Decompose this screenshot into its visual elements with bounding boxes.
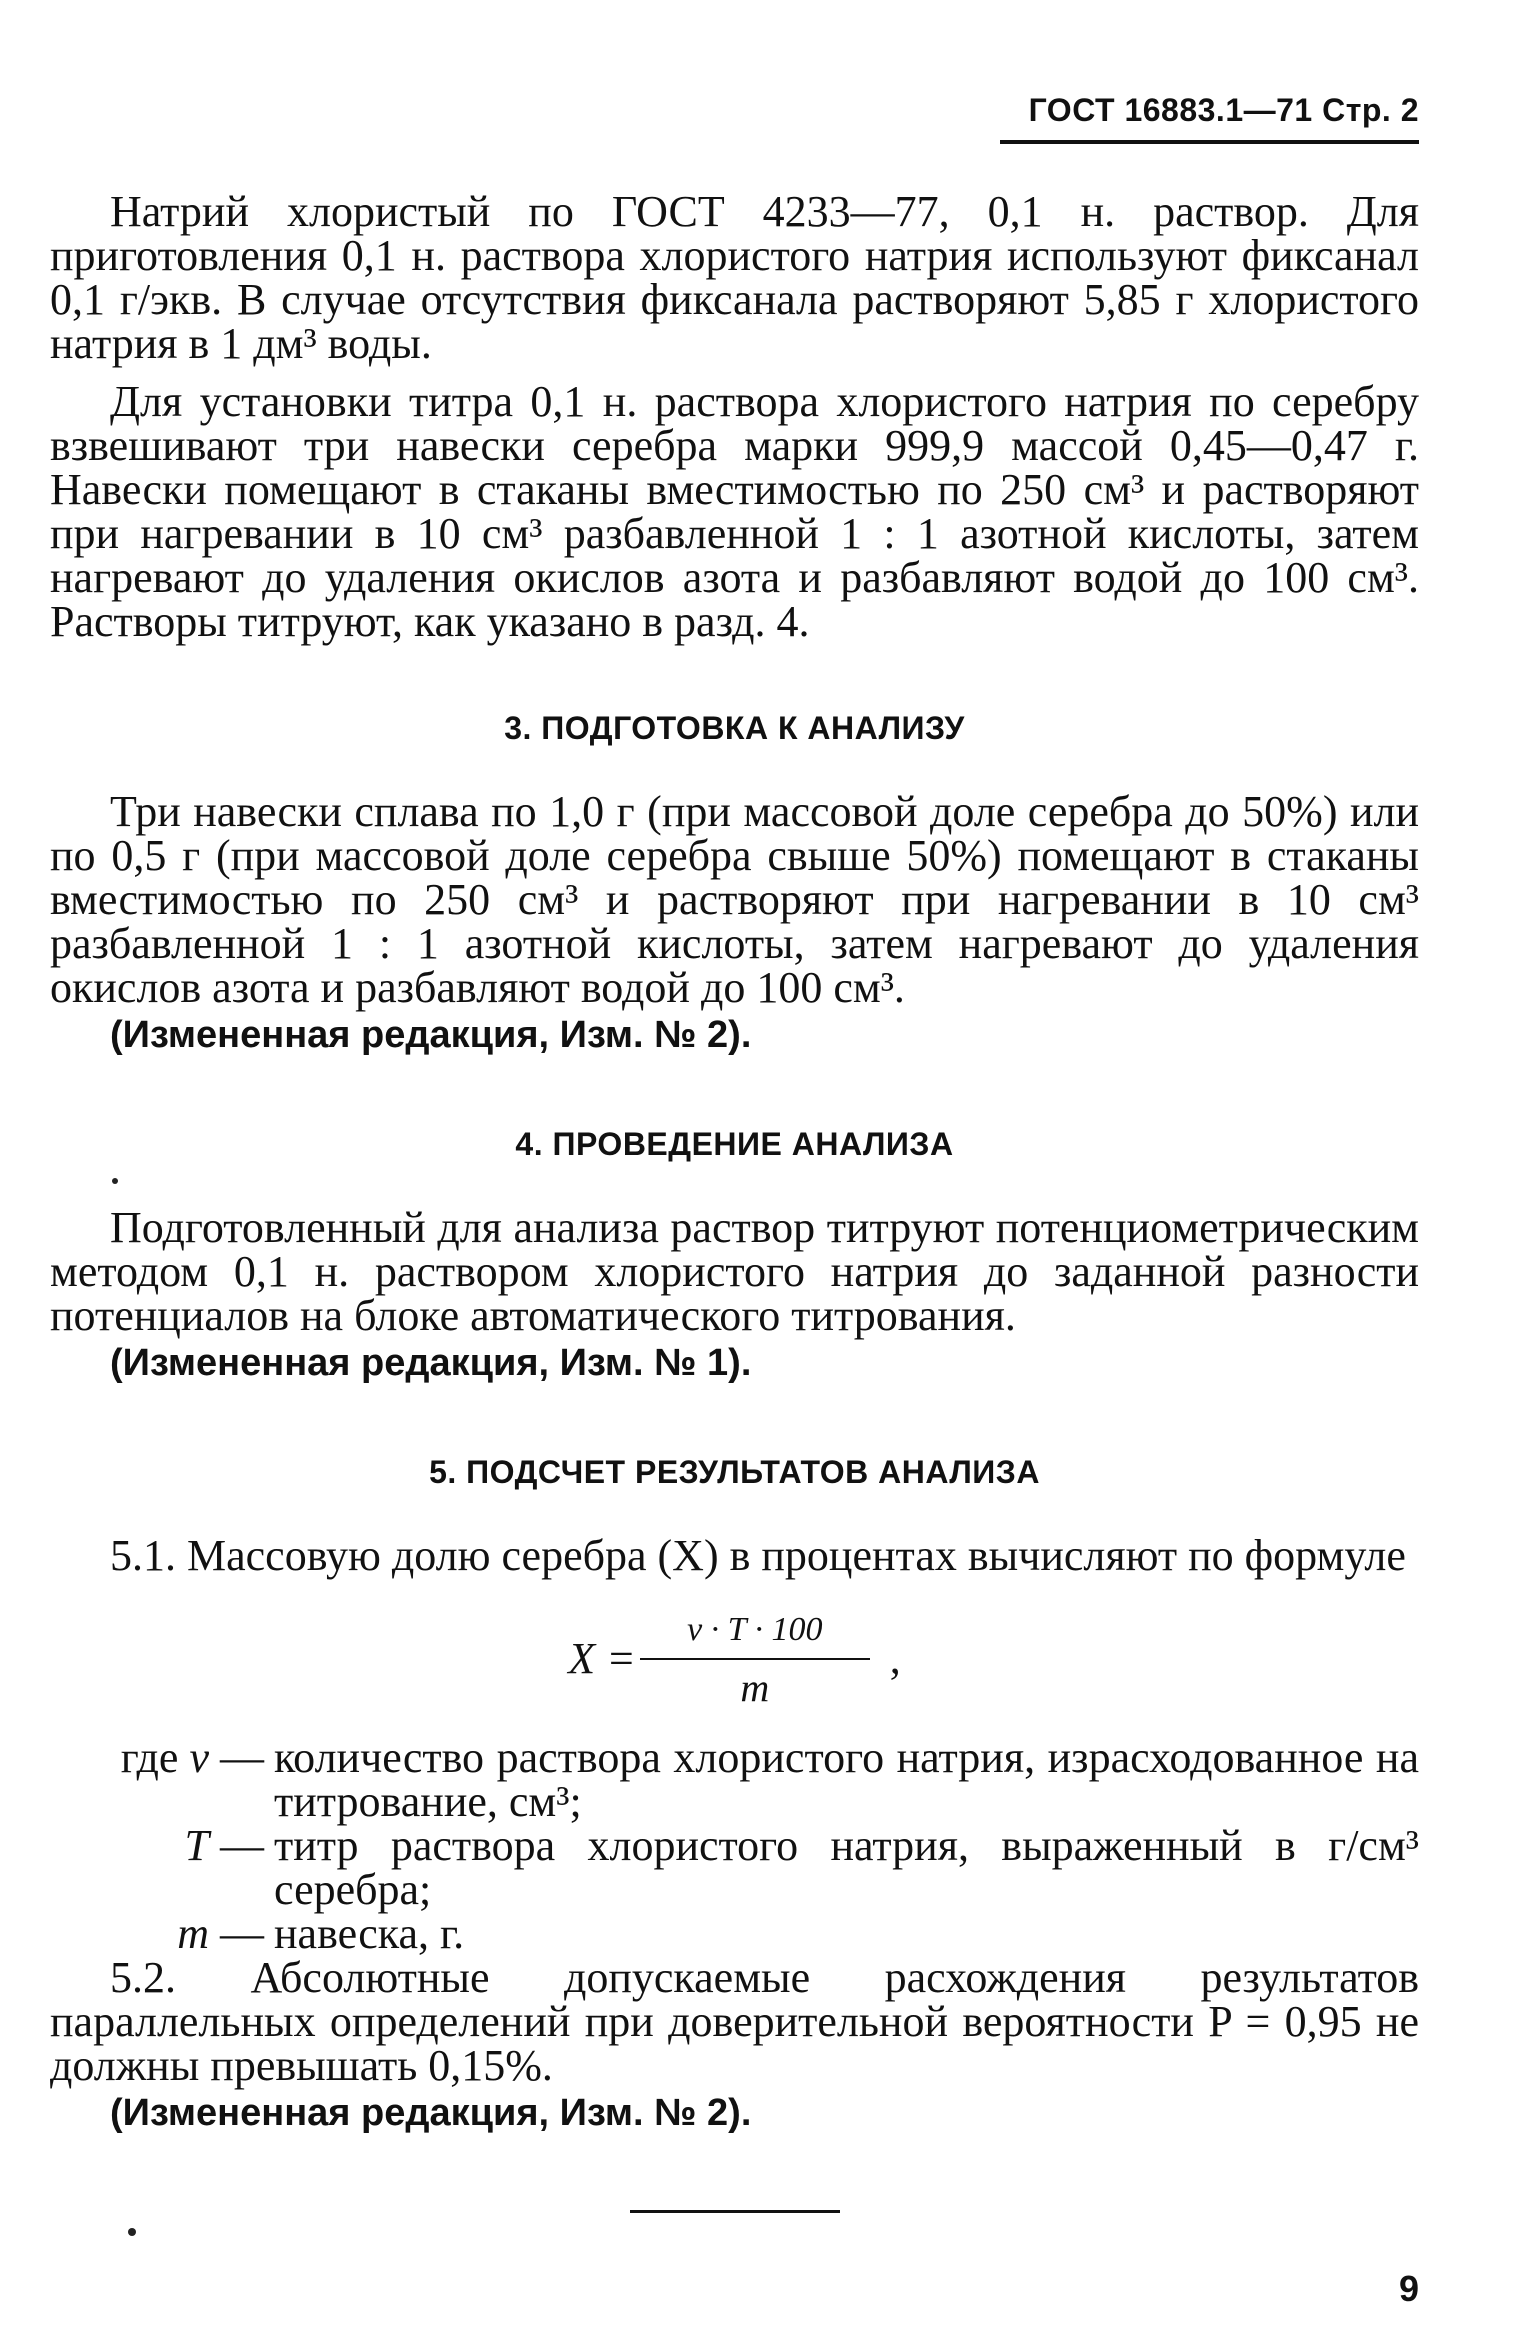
- definition-prefix: где: [120, 1733, 190, 1782]
- section-4-title: 4. ПРОВЕДЕНИЕ АНАЛИЗА: [515, 1126, 954, 1162]
- formula-fraction: [640, 1608, 870, 1710]
- definition-symbol: T: [184, 1821, 209, 1870]
- stray-dot-mark: [128, 2228, 136, 2236]
- stray-dot-mark: [112, 1178, 118, 1184]
- definition-row: [50, 1733, 1419, 1826]
- definition-row: [50, 1821, 1419, 1914]
- definition-dash: —: [209, 1733, 264, 1782]
- variable-definitions: [50, 1733, 1419, 1958]
- fraction-bar: [640, 1658, 870, 1660]
- section-5-amendment-note: (Измененная редакция, Изм. № 2).: [110, 2092, 752, 2134]
- formula-lhs: X =: [568, 1634, 636, 1683]
- section-3-amendment-note: (Измененная редакция, Изм. № 2).: [110, 1014, 752, 1056]
- end-rule: [630, 2210, 840, 2213]
- section-4-amendment-note: (Измененная редакция, Изм. № 1).: [110, 1342, 752, 1384]
- intro-paragraph-2: Для установки титра 0,1 н. раствора хлористого натрия по серебру взвешивают три навески серебра марки 999,9 массой 0,45—0,47 г. Навески помещают в стаканы вместимостью по 250 см³ и растворяют при нагревании в 10 см³ разбавленной 1 : 1 азотной кислоты, затем нагревают до удаления окислов азота и разбавляют водой до 100 см³. Растворы титруют, как указано в разд. 4.: [50, 377, 1419, 646]
- formula-numerator: v · T · 100: [687, 1611, 823, 1648]
- mass-fraction-formula: [50, 1608, 1419, 1710]
- definition-row: [50, 1909, 1419, 1958]
- page-number: 9: [1398, 2268, 1419, 2309]
- definition-symbol: m: [177, 1909, 209, 1958]
- definition-text: титр раствора хлористого натрия, выраженный в г/см³ серебра;: [274, 1821, 1419, 1914]
- intro-paragraph-1: Натрий хлористый по ГОСТ 4233—77, 0,1 н. раствор. Для приготовления 0,1 н. раствора хлористого натрия используют фиксанал 0,1 г/экв. В случае отсутствия фиксанала растворяют 5,85 г хлористого натрия в 1 дм³ воды.: [50, 187, 1419, 368]
- definition-dash: —: [209, 1821, 264, 1870]
- definition-symbol: v: [189, 1733, 209, 1782]
- definition-text: навеска, г.: [274, 1909, 465, 1958]
- section-4-paragraph: Подготовленный для анализа раствор титруют потенциометрическим методом 0,1 н. раствором хлористого натрия до заданной разности потенциалов на блоке автоматического титрования.: [50, 1203, 1419, 1340]
- definition-text: количество раствора хлористого натрия, израсходованное на титрование, см³;: [274, 1733, 1419, 1826]
- section-5-1-paragraph: 5.1. Массовую долю серебра (X) в процентах вычисляют по формуле: [110, 1531, 1406, 1580]
- section-3-paragraph: Три навески сплава по 1,0 г (при массовой доле серебра до 50%) или по 0,5 г (при массовой доле серебра свыше 50%) помещают в стаканы вместимостью по 250 см³ и растворяют при нагревании в 10 см³ разбавленной 1 : 1 азотной кислоты, затем нагревают до удаления окислов азота и разбавляют водой до 100 см³.: [50, 787, 1419, 1012]
- definition-dash: —: [209, 1909, 264, 1958]
- section-3-title: 3. ПОДГОТОВКА К АНАЛИЗУ: [504, 710, 965, 746]
- formula-denominator: m: [740, 1665, 770, 1710]
- running-header: ГОСТ 16883.1—71 Стр. 2: [1028, 92, 1419, 128]
- section-5-2-paragraph: 5.2. Абсолютные допускаемые расхождения результатов параллельных определений при доверительной вероятности P = 0,95 не должны превышать 0,15%.: [50, 1953, 1419, 2090]
- header-rule: [1000, 140, 1419, 144]
- formula-trailing-comma: ,: [889, 1634, 901, 1683]
- document-body: [50, 187, 1419, 2138]
- section-5-title: 5. ПОДСЧЕТ РЕЗУЛЬТАТОВ АНАЛИЗА: [429, 1454, 1040, 1490]
